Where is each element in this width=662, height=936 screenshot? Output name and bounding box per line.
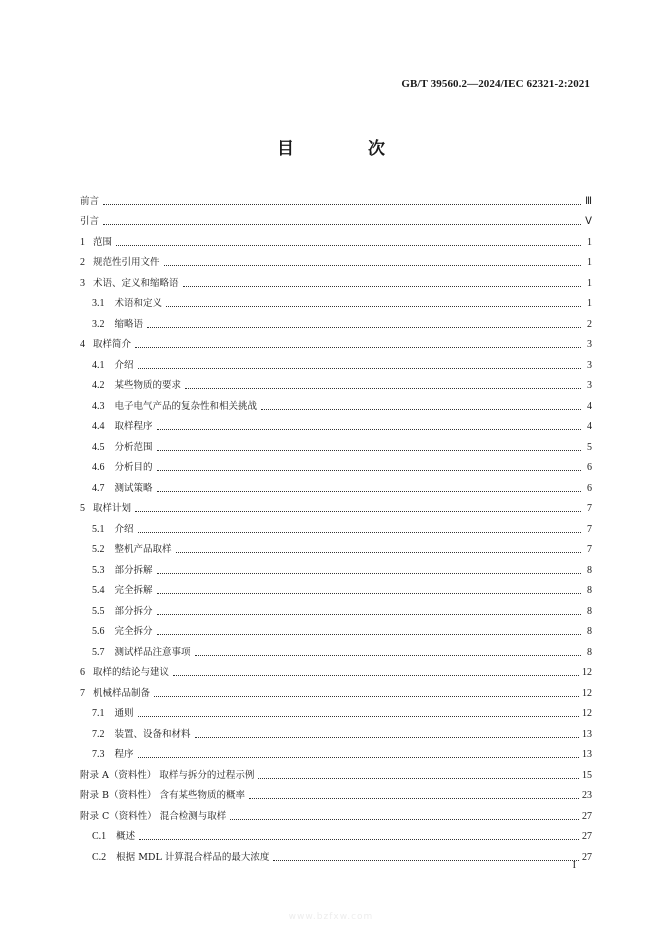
dot-leader — [157, 491, 581, 492]
toc-entry[interactable] — [80, 761, 592, 782]
watermark: www.bzfxw.com — [288, 912, 374, 922]
toc-entry-title: 附录 B（资料性） 含有某些物质的概率 — [80, 790, 246, 801]
toc-entry-page: 1 — [587, 236, 592, 248]
toc-entry-page: 6 — [587, 482, 592, 494]
toc-entry-number: C.1 — [92, 831, 107, 842]
toc-entry-number: 5.1 — [92, 523, 105, 535]
dot-leader — [147, 327, 581, 328]
toc-entry-number: 3 — [80, 277, 85, 289]
toc-entry[interactable] — [80, 679, 592, 700]
toc-entry-page: Ⅴ — [585, 216, 592, 227]
dot-leader — [157, 450, 581, 451]
toc-entry-number: 5 — [80, 503, 85, 514]
toc-entry-title: 部分拆解 — [114, 564, 153, 576]
toc-entry-page: 7 — [587, 523, 592, 535]
dot-leader — [157, 470, 581, 471]
toc-entry-title: 完全拆分 — [114, 626, 153, 637]
toc-entry-title: 附录 C（资料性） 混合检测与取样 — [80, 810, 227, 822]
toc-entry-title: 完全拆解 — [114, 585, 153, 596]
toc-entry[interactable] — [80, 392, 592, 413]
toc-entry-number: 7.3 — [92, 749, 105, 760]
dot-leader — [138, 716, 579, 717]
toc-entry[interactable] — [80, 331, 592, 352]
toc-entry[interactable] — [80, 597, 592, 618]
dot-leader — [103, 204, 581, 205]
dot-leader — [139, 839, 579, 840]
toc-entry[interactable] — [80, 720, 592, 741]
toc-entry-page: 8 — [587, 605, 592, 617]
toc-entry-title: 装置、设备和材料 — [114, 728, 191, 740]
dot-leader — [164, 265, 581, 266]
dot-leader — [138, 368, 581, 369]
dot-leader — [166, 306, 581, 307]
toc-entry-title: 取样程序 — [114, 421, 153, 432]
toc-entry-number: 6 — [80, 667, 85, 678]
toc-entry-title: 术语、定义和缩略语 — [93, 277, 179, 289]
standard-code: GB/T 39560.2—2024/IEC 62321-2:2021 — [401, 78, 590, 90]
toc-entry-title: 概述 — [116, 831, 136, 842]
toc-entry-title: 引言 — [80, 216, 100, 227]
toc-entry[interactable] — [80, 413, 592, 434]
toc-entry[interactable] — [80, 208, 592, 229]
toc-entry-title: 电子电气产品的复杂性和相关挑战 — [114, 400, 258, 412]
toc-entry-page: 3 — [587, 359, 592, 371]
toc-entry[interactable] — [80, 433, 592, 454]
toc-entry-number: 3.2 — [92, 318, 105, 330]
dot-leader — [249, 798, 579, 799]
dot-leader — [258, 778, 579, 779]
toc-entry-page: 12 — [582, 708, 592, 719]
toc-entry-number: 5.7 — [92, 646, 105, 658]
toc-entry-number: 7.2 — [92, 728, 105, 740]
toc-entry-title: 测试策略 — [114, 482, 153, 494]
toc-entry[interactable] — [80, 741, 592, 762]
toc-entry-title: 取样的结论与建议 — [93, 667, 170, 678]
toc-entry[interactable] — [80, 638, 592, 659]
toc-entry[interactable] — [80, 823, 592, 844]
toc-entry-page: 23 — [582, 790, 592, 801]
toc-entry-page: 27 — [582, 831, 592, 842]
dot-leader — [135, 511, 581, 512]
toc-entry-page: 7 — [587, 544, 592, 555]
toc-entry-page: 3 — [587, 380, 592, 391]
toc-entry[interactable] — [80, 556, 592, 577]
toc-entry-page: 12 — [582, 687, 592, 699]
toc-entry[interactable] — [80, 515, 592, 536]
dot-leader — [157, 429, 581, 430]
toc-entry[interactable] — [80, 495, 592, 516]
page-title: 目 次 — [277, 139, 419, 159]
toc-entry[interactable] — [80, 290, 592, 311]
toc-entry-number: 5.3 — [92, 564, 105, 576]
toc-entry-number: 4.6 — [92, 462, 105, 473]
toc-entry[interactable] — [80, 351, 592, 372]
toc-entry-title: 根据 MDL 计算混合样品的最大浓度 — [116, 851, 270, 863]
toc-entry-page: Ⅲ — [585, 195, 592, 207]
toc-entry-title: 介绍 — [114, 359, 134, 371]
toc-entry[interactable] — [80, 536, 592, 557]
toc-entry-title: 前言 — [80, 195, 100, 207]
toc-entry[interactable] — [80, 454, 592, 475]
toc-entry-page: 12 — [582, 667, 592, 678]
dot-leader — [273, 860, 579, 861]
toc-entry-number: 7 — [80, 687, 85, 699]
toc-entry-number: 4.3 — [92, 400, 105, 412]
toc-entry-number: 4 — [80, 339, 85, 350]
toc-entry-page: 7 — [587, 503, 592, 514]
toc-entry-title: 附录 A（资料性） 取样与拆分的过程示例 — [80, 769, 255, 781]
toc-entry-title: 通则 — [114, 708, 134, 719]
toc-entry-number: 5.5 — [92, 605, 105, 617]
dot-leader — [173, 675, 579, 676]
dot-leader — [157, 634, 581, 635]
toc-entry-page: 6 — [587, 462, 592, 473]
toc-entry-title: 范围 — [93, 236, 113, 248]
toc-entry-page: 8 — [587, 564, 592, 576]
toc-entry-title: 取样简介 — [93, 339, 132, 350]
toc-entry-title: 程序 — [114, 749, 134, 760]
dot-leader — [195, 655, 581, 656]
toc-entry[interactable] — [80, 577, 592, 598]
toc-entry-number: 4.1 — [92, 359, 105, 371]
toc-entry-number: 4.7 — [92, 482, 105, 494]
toc-entry-title: 术语和定义 — [114, 298, 163, 309]
toc-entry[interactable] — [80, 310, 592, 331]
toc-entry-number: 7.1 — [92, 708, 105, 719]
toc-entry-page: 1 — [587, 277, 592, 289]
toc-entry-page: 8 — [587, 585, 592, 596]
toc-entry-page: 4 — [587, 400, 592, 412]
toc-entry-number: 4.2 — [92, 380, 105, 391]
toc-entry-title: 取样计划 — [93, 503, 132, 514]
toc-entry[interactable] — [80, 372, 592, 393]
toc-entry-title: 分析目的 — [114, 462, 153, 473]
toc-entry-title: 部分拆分 — [114, 605, 153, 617]
toc-entry[interactable] — [80, 843, 592, 864]
toc-entry-page: 4 — [587, 421, 592, 432]
dot-leader — [154, 696, 579, 697]
toc-entry-number: 5.4 — [92, 585, 105, 596]
dot-leader — [185, 388, 581, 389]
toc-entry[interactable] — [80, 618, 592, 639]
toc-entry-page: 15 — [582, 769, 592, 781]
toc-entry-page: 3 — [587, 339, 592, 350]
toc-entry-page: 1 — [587, 257, 592, 268]
toc-entry-number: 2 — [80, 257, 85, 268]
toc-entry-page: 27 — [582, 810, 592, 822]
dot-leader — [157, 593, 581, 594]
toc-entry-page: 13 — [582, 749, 592, 760]
toc-entry-number: 5.6 — [92, 626, 105, 637]
dot-leader — [138, 532, 581, 533]
toc-entry-page: 8 — [587, 646, 592, 658]
dot-leader — [116, 245, 581, 246]
toc-entry-number: 4.4 — [92, 421, 105, 432]
toc-entry-number: C.2 — [92, 851, 107, 863]
toc-entry-title: 介绍 — [114, 523, 134, 535]
toc-entry-number: 3.1 — [92, 298, 105, 309]
toc-entry-title: 机械样品制备 — [93, 687, 151, 699]
toc-entry-title: 测试样品注意事项 — [114, 646, 191, 658]
toc-entry[interactable] — [80, 700, 592, 721]
dot-leader — [157, 573, 581, 574]
dot-leader — [103, 224, 581, 225]
toc-entry-title: 整机产品取样 — [114, 544, 172, 555]
dot-leader — [138, 757, 579, 758]
toc-entry-number: 5.2 — [92, 544, 105, 555]
toc-entry-page: 1 — [587, 298, 592, 309]
toc-entry-title: 分析范围 — [114, 441, 153, 453]
dot-leader — [230, 819, 579, 820]
toc-entry-page: 2 — [587, 318, 592, 330]
toc-entry[interactable] — [80, 228, 592, 249]
toc-entry[interactable] — [80, 802, 592, 823]
toc-entry-title: 规范性引用文件 — [93, 257, 160, 268]
toc-entry[interactable] — [80, 269, 592, 290]
toc-entry-title: 某些物质的要求 — [114, 380, 182, 391]
toc-entry[interactable] — [80, 474, 592, 495]
toc-entry-number: 1 — [80, 236, 85, 248]
dot-leader — [183, 286, 581, 287]
toc-entry[interactable] — [80, 187, 592, 208]
toc-entry-number: 4.5 — [92, 441, 105, 453]
toc-entry-title: 缩略语 — [114, 318, 144, 330]
toc-entry[interactable] — [80, 782, 592, 803]
dot-leader — [195, 737, 579, 738]
toc-entry-page: 5 — [587, 441, 592, 453]
toc-entry[interactable] — [80, 659, 592, 680]
dot-leader — [157, 614, 581, 615]
toc-entry-page: 8 — [587, 626, 592, 637]
toc-entry[interactable] — [80, 249, 592, 270]
dot-leader — [261, 409, 581, 410]
table-of-contents — [80, 187, 592, 864]
dot-leader — [176, 552, 581, 553]
toc-entry-page: 13 — [582, 728, 592, 740]
toc-entry-page: 27 — [582, 851, 592, 863]
dot-leader — [135, 347, 581, 348]
page-number: I — [572, 860, 576, 871]
